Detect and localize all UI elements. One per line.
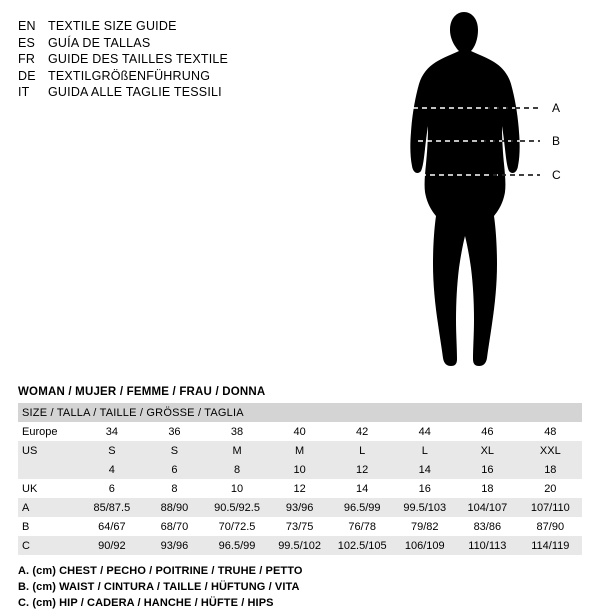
row-cell: 93/96 <box>143 536 206 555</box>
row-cell: 46 <box>456 422 519 441</box>
row-cell: 85/87.5 <box>81 498 144 517</box>
row-label: Europe <box>18 422 81 441</box>
language-row <box>18 18 318 35</box>
marker-c-label: C <box>552 168 561 182</box>
row-cell: 106/109 <box>393 536 456 555</box>
row-cell: 90/92 <box>81 536 144 555</box>
row-cell: 96.5/99 <box>206 536 269 555</box>
row-cell: XXL <box>519 441 582 460</box>
table-row <box>18 479 582 498</box>
row-cell: 16 <box>456 460 519 479</box>
row-cell: 48 <box>519 422 582 441</box>
row-cell: 16 <box>393 479 456 498</box>
row-cell: M <box>206 441 269 460</box>
note-line-a: A. (cm) CHEST / PECHO / POITRINE / TRUHE / PETTO <box>18 565 303 577</box>
marker-b-label: B <box>552 134 561 148</box>
table-header-row <box>18 403 582 422</box>
row-cell: 10 <box>206 479 269 498</box>
size-chart-section <box>18 386 582 611</box>
note-line-c: C. (cm) HIP / CADERA / HANCHE / HÜFTE / HIPS <box>18 597 274 609</box>
section-title: WOMAN / MUJER / FEMME / FRAU / DONNA <box>18 386 266 398</box>
row-cell: 44 <box>393 422 456 441</box>
language-code: EN <box>18 19 36 33</box>
row-cell: 104/107 <box>456 498 519 517</box>
row-cell: 88/90 <box>143 498 206 517</box>
measurement-notes <box>18 563 582 611</box>
row-cell: L <box>393 441 456 460</box>
row-cell: 87/90 <box>519 517 582 536</box>
row-cell: 4 <box>81 460 144 479</box>
table-row <box>18 536 582 555</box>
female-silhouette-figure <box>360 8 590 378</box>
row-cell: 42 <box>331 422 394 441</box>
language-code: DE <box>18 68 36 83</box>
table-row <box>18 422 582 441</box>
row-label: B <box>18 517 81 536</box>
row-cell: 14 <box>331 479 394 498</box>
row-cell: 20 <box>519 479 582 498</box>
row-label: UK <box>18 479 81 498</box>
table-row <box>18 460 582 479</box>
row-cell: 12 <box>268 479 331 498</box>
row-cell: 38 <box>206 422 269 441</box>
row-cell: L <box>331 441 394 460</box>
language-title: GUIDA ALLE TAGLIE TESSILI <box>48 85 222 99</box>
row-cell: 107/110 <box>519 498 582 517</box>
row-cell: 6 <box>143 460 206 479</box>
row-cell: 64/67 <box>81 517 144 536</box>
language-title: TEXTILE SIZE GUIDE <box>48 19 177 33</box>
row-cell: 36 <box>143 422 206 441</box>
language-code: ES <box>18 35 36 50</box>
row-cell: 40 <box>268 422 331 441</box>
marker-a-label: A <box>552 101 561 115</box>
row-cell: 79/82 <box>393 517 456 536</box>
row-label: US <box>18 441 81 460</box>
row-cell: 6 <box>81 479 144 498</box>
row-cell: 68/70 <box>143 517 206 536</box>
row-cell: 73/75 <box>268 517 331 536</box>
row-cell: 99.5/102 <box>268 536 331 555</box>
row-cell: 10 <box>268 460 331 479</box>
row-cell: 102.5/105 <box>331 536 394 555</box>
row-cell: 99.5/103 <box>393 498 456 517</box>
table-row <box>18 517 582 536</box>
row-cell: 12 <box>331 460 394 479</box>
row-cell: 18 <box>519 460 582 479</box>
row-cell: S <box>81 441 144 460</box>
language-title: TEXTILGRÖßENFÜHRUNG <box>48 68 211 83</box>
table-row <box>18 441 582 460</box>
row-cell: XL <box>456 441 519 460</box>
language-row <box>18 68 318 85</box>
row-label: A <box>18 498 81 517</box>
language-row <box>18 51 318 68</box>
language-row <box>18 35 318 52</box>
row-cell: 76/78 <box>331 517 394 536</box>
row-cell: M <box>268 441 331 460</box>
row-cell: 93/96 <box>268 498 331 517</box>
row-cell: 114/119 <box>519 536 582 555</box>
row-label: C <box>18 536 81 555</box>
language-title-list <box>18 18 318 101</box>
row-cell: 18 <box>456 479 519 498</box>
size-table <box>18 403 582 555</box>
row-label <box>18 460 81 479</box>
language-code: IT <box>18 85 30 99</box>
table-header-label: SIZE / TALLA / TAILLE / GRÖSSE / TAGLIA <box>18 403 582 422</box>
row-cell: 70/72.5 <box>206 517 269 536</box>
table-row <box>18 498 582 517</box>
row-cell: 110/113 <box>456 536 519 555</box>
row-cell: 34 <box>81 422 144 441</box>
language-code: FR <box>18 52 36 66</box>
row-cell: 96.5/99 <box>331 498 394 517</box>
language-title: GUÍA DE TALLAS <box>48 35 151 50</box>
row-cell: 8 <box>143 479 206 498</box>
language-title: GUIDE DES TAILLES TEXTILE <box>48 52 229 66</box>
row-cell: 90.5/92.5 <box>206 498 269 517</box>
row-cell: 14 <box>393 460 456 479</box>
note-line-b: B. (cm) WAIST / CINTURA / TAILLE / HÜFTUNG / VITA <box>18 581 300 593</box>
row-cell: 8 <box>206 460 269 479</box>
row-cell: 83/86 <box>456 517 519 536</box>
row-cell: S <box>143 441 206 460</box>
silhouette-body <box>410 12 519 366</box>
language-row <box>18 84 318 101</box>
